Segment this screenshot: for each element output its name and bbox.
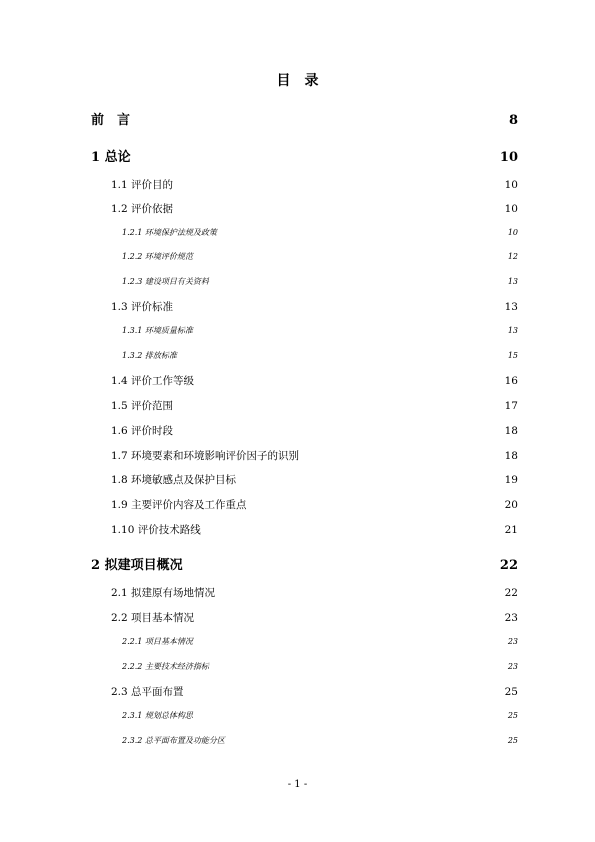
toc-entry-label: 2.3.1 规划总体构思	[122, 711, 193, 720]
toc-entry-label: 1.2.1 环境保护法规及政策	[122, 228, 217, 237]
toc-entry[interactable]	[91, 109, 518, 128]
toc-entry[interactable]	[111, 472, 518, 487]
toc-entry-label: 1.2 评价依据	[111, 203, 174, 215]
toc-page-number: 13	[507, 277, 518, 286]
toc-entry-label: 1.6 评价时段	[111, 425, 174, 437]
toc-entry[interactable]	[122, 636, 518, 647]
toc-page-number: 21	[504, 524, 518, 536]
toc-page-number: 22	[504, 587, 518, 599]
toc-entry-label: 2.2.1 项目基本情况	[122, 637, 193, 646]
toc-entry-label: 1.9 主要评价内容及工作重点	[111, 499, 247, 511]
toc-entry[interactable]	[111, 585, 518, 600]
toc-entry[interactable]	[111, 201, 518, 216]
toc-page-number: 19	[504, 474, 518, 486]
toc-entry-label: 1.8 环境敏感点及保护目标	[111, 474, 237, 486]
toc-page-number: 10	[499, 150, 518, 165]
toc-page-number: 17	[504, 400, 518, 412]
toc-entry-label: 1.7 环境要素和环境影响评价因子的识别	[111, 450, 300, 462]
toc-page-number: 22	[499, 558, 518, 573]
toc-entry-label: 2 拟建项目概况	[91, 558, 183, 573]
toc-entry-label: 1.1 评价目的	[111, 179, 174, 191]
toc-page-number: 20	[504, 499, 518, 511]
toc-page-number: 15	[507, 351, 518, 360]
toc-title: 目 录	[276, 73, 319, 89]
toc-page-number: 23	[507, 662, 518, 671]
toc-entry-label: 1.3.2 排放标准	[122, 351, 177, 360]
toc-entry[interactable]	[122, 227, 518, 238]
toc-entry[interactable]	[111, 522, 518, 537]
toc-page-number: 16	[504, 375, 518, 387]
toc-entry-label: 1.3.1 环境质量标准	[122, 326, 193, 335]
toc-page-number: 12	[507, 252, 518, 261]
toc-entry-label: 1.4 评价工作等级	[111, 375, 195, 387]
toc-page-number: 25	[507, 711, 518, 720]
toc-page-number: 10	[504, 179, 518, 191]
toc-page-number: 8	[508, 113, 518, 128]
toc-entry-label: 1.2.3 建设项目有关资料	[122, 277, 209, 286]
toc-entry-label: 1.2.2 环境评价规范	[122, 252, 193, 261]
toc-entry[interactable]	[111, 373, 518, 388]
toc-entry[interactable]	[111, 299, 518, 314]
toc-entry[interactable]	[111, 610, 518, 625]
toc-entry[interactable]	[122, 661, 518, 672]
toc-entry[interactable]	[122, 251, 518, 262]
toc-entry[interactable]	[122, 350, 518, 361]
toc-entry-label: 1 总论	[91, 150, 131, 165]
toc-entry-label: 2.3 总平面布置	[111, 686, 184, 698]
toc-entry-label: 1.10 评价技术路线	[111, 524, 201, 536]
toc-entry-label: 2.3.2 总平面布置及功能分区	[122, 736, 225, 745]
toc-page-number: 10	[507, 228, 518, 237]
toc-page-number: 13	[507, 326, 518, 335]
toc-entry[interactable]	[111, 423, 518, 438]
toc-entry[interactable]	[111, 684, 518, 699]
toc-page-number: 25	[507, 736, 518, 745]
page-footer-number: - 1 -	[287, 779, 308, 790]
toc-entry[interactable]	[111, 398, 518, 413]
toc-page-number: 23	[507, 637, 518, 646]
toc-entry[interactable]	[122, 276, 518, 287]
toc-entry[interactable]	[122, 710, 518, 721]
toc-entry-label: 1.3 评价标准	[111, 301, 174, 313]
toc-entry[interactable]	[111, 448, 518, 463]
toc-entry[interactable]	[111, 497, 518, 512]
toc-page-number: 18	[504, 450, 518, 462]
toc-page-number: 10	[504, 203, 518, 215]
toc-entry[interactable]	[111, 177, 518, 192]
toc-entry-label: 前 言	[91, 113, 131, 128]
toc-page-number: 13	[504, 301, 518, 313]
toc-entry-label: 2.1 拟建原有场地情况	[111, 587, 216, 599]
toc-entry[interactable]	[122, 735, 518, 746]
toc-entry-label: 2.2 项目基本情况	[111, 612, 195, 624]
toc-entry[interactable]	[91, 146, 518, 165]
toc-page-number: 25	[504, 686, 518, 698]
toc-entry-label: 2.2.2 主要技术经济指标	[122, 662, 209, 671]
toc-page-number: 18	[504, 425, 518, 437]
toc-page-number: 23	[504, 612, 518, 624]
toc-entry[interactable]	[122, 325, 518, 336]
toc-entry-label: 1.5 评价范围	[111, 400, 174, 412]
toc-entry[interactable]	[91, 554, 518, 573]
